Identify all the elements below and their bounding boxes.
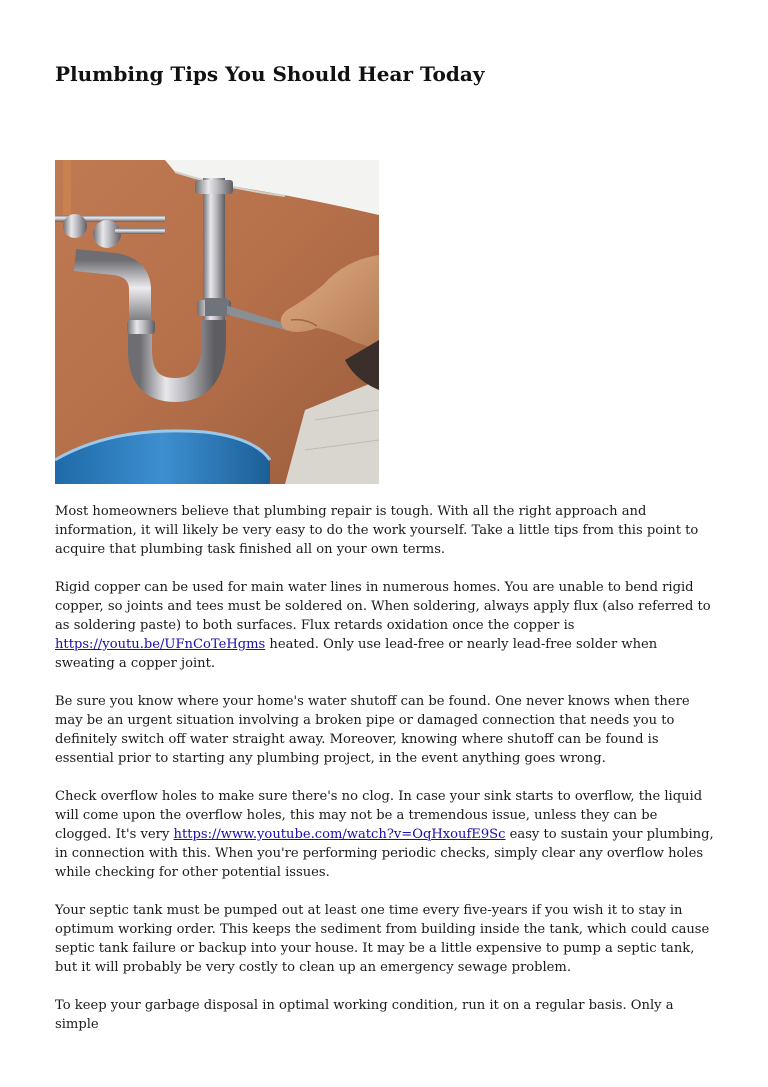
paragraph-1	[55, 502, 715, 559]
youtube-link-1[interactable]: https://youtu.be/UFnCoTeHgms	[55, 637, 266, 652]
youtube-link-2[interactable]: https://www.youtube.com/watch?v=OqHxoufE9Sc	[173, 827, 506, 842]
paragraph-text: easy to sustain your plumbing, in connection with this. When you're performing periodic checks, simply clear any overflow holes while checking for other potential issues.	[55, 827, 714, 880]
paragraph-text: Most homeowners believe that plumbing repair is tough. With all the right approach and information, it will likely be very easy to do the work yourself. Take a little tips from this point to acquire that plumbing task finished all on your own terms.	[55, 504, 699, 557]
paragraph-text: Be sure you know where your home's water shutoff can be found. One never knows when there may be an urgent situation involving a broken pipe or damaged connection that needs you to definitely switch off water straight away. Moreover, knowing where shutoff can be found is essential prior to starting any plumbing project, in the event anything goes wrong.	[55, 694, 690, 766]
paragraph-text: heated. Only use lead-free or nearly lead-free solder when sweating a copper joint.	[55, 637, 658, 671]
article-body	[55, 502, 715, 1053]
paragraph-text: Check overflow holes to make sure there's no clog. In case your sink starts to overflow, the liquid will come upon the overflow holes, this may not be a tremendous issue, unless they can be clogged. It's very	[55, 789, 703, 842]
paragraph-text: Rigid copper can be used for main water lines in numerous homes. You are unable to bend rigid copper, so joints and tees must be soldered on. When soldering, always apply flux (also referred to as soldering paste) to both surfaces. Flux retards oxidation once the copper is	[55, 580, 711, 633]
paragraph-6	[55, 996, 715, 1034]
plumber-wrench-sink-trap-photo	[55, 160, 379, 484]
paragraph-4	[55, 787, 715, 882]
paragraph-5	[55, 901, 715, 977]
paragraph-text: To keep your garbage disposal in optimal working condition, run it on a regular basis. Only a simple	[55, 998, 674, 1032]
paragraph-text: Your septic tank must be pumped out at least one time every five-years if you wish it to stay in optimum working order. This keeps the sediment from building inside the tank, which could cause septic tank failure or backup into your house. It may be a little expensive to pump a septic tank, but it will probably be very costly to clean up an emergency sewage problem.	[55, 903, 710, 975]
page-title: Plumbing Tips You Should Hear Today	[55, 62, 485, 86]
paragraph-2	[55, 578, 715, 673]
paragraph-3	[55, 692, 715, 768]
